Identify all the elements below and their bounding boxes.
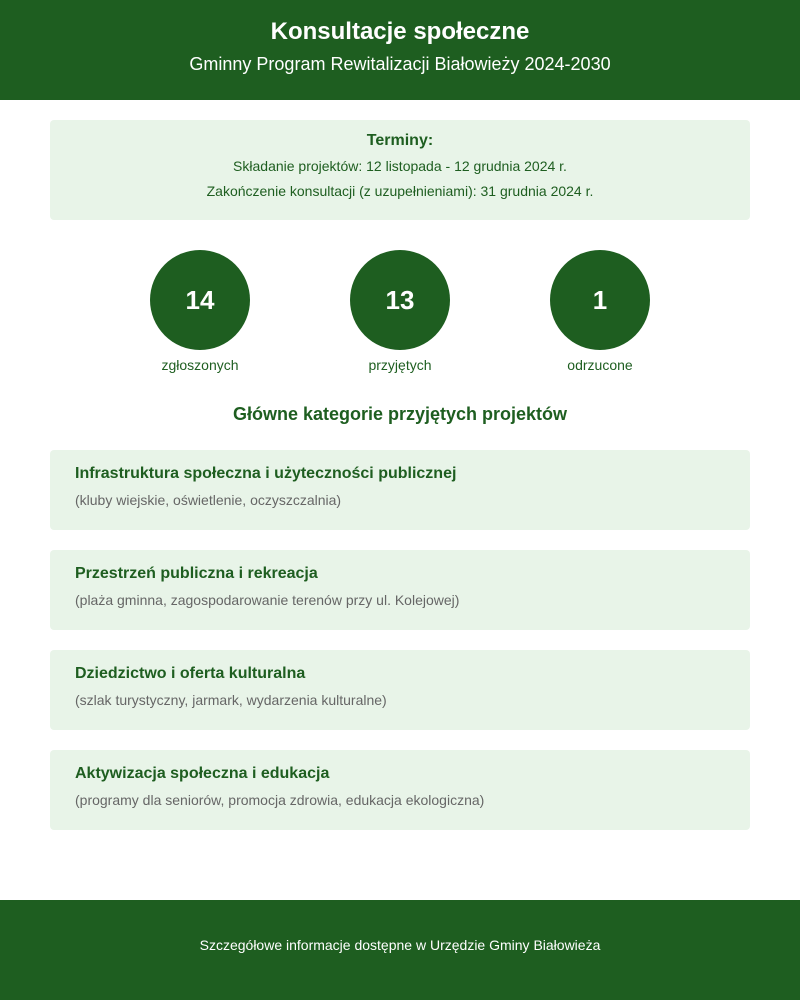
footer-info-text: Szczegółowe informacje dostępne w Urzędzie Gminy Białowieża: [199, 937, 601, 953]
terms-end-date: Zakończenie konsultacji (z uzupełnieniami): 31 grudnia 2024 r.: [206, 183, 594, 199]
category-title: Infrastruktura społeczna i użyteczności publicznej: [75, 465, 457, 482]
category-description: (plaża gminna, zagospodarowanie terenów przy ul. Kolejowej): [75, 592, 460, 608]
categories-heading: Główne kategorie przyjętych projektów: [232, 404, 568, 424]
category-card-activation: [50, 750, 750, 830]
category-title: Aktywizacja społeczna i edukacja: [75, 765, 330, 782]
category-card-infrastructure: [50, 450, 750, 530]
stat-accepted-value: 13: [350, 250, 450, 350]
terms-title: Terminy:: [366, 132, 434, 149]
page-footer: [0, 900, 800, 1000]
category-description: (szlak turystyczny, jarmark, wydarzenia kulturalne): [75, 692, 387, 708]
page-subtitle: Gminny Program Rewitalizacji Białowieży 2024-2030: [189, 54, 611, 74]
terms-submission-dates: Składanie projektów: 12 listopada - 12 grudnia 2024 r.: [233, 158, 567, 174]
terms-box: [50, 120, 750, 220]
category-card-heritage: [50, 650, 750, 730]
stat-accepted-label: przyjętych: [368, 357, 432, 373]
page-title: Konsultacje społeczne: [270, 18, 530, 45]
stat-rejected-label: odrzucone: [567, 357, 633, 373]
stat-submitted-value: 14: [150, 250, 250, 350]
page-header: [0, 0, 800, 100]
stat-rejected: [520, 250, 680, 374]
category-card-public-space: [50, 550, 750, 630]
category-title: Dziedzictwo i oferta kulturalna: [75, 665, 306, 682]
stat-submitted-label: zgłoszonych: [161, 357, 239, 373]
stat-rejected-value: 1: [550, 250, 650, 350]
category-description: (programy dla seniorów, promocja zdrowia, edukacja ekologiczna): [75, 792, 485, 808]
stat-submitted: [120, 250, 280, 374]
category-title: Przestrzeń publiczna i rekreacja: [75, 565, 318, 582]
stat-accepted: [320, 250, 480, 374]
category-description: (kluby wiejskie, oświetlenie, oczyszczalnia): [75, 492, 342, 508]
